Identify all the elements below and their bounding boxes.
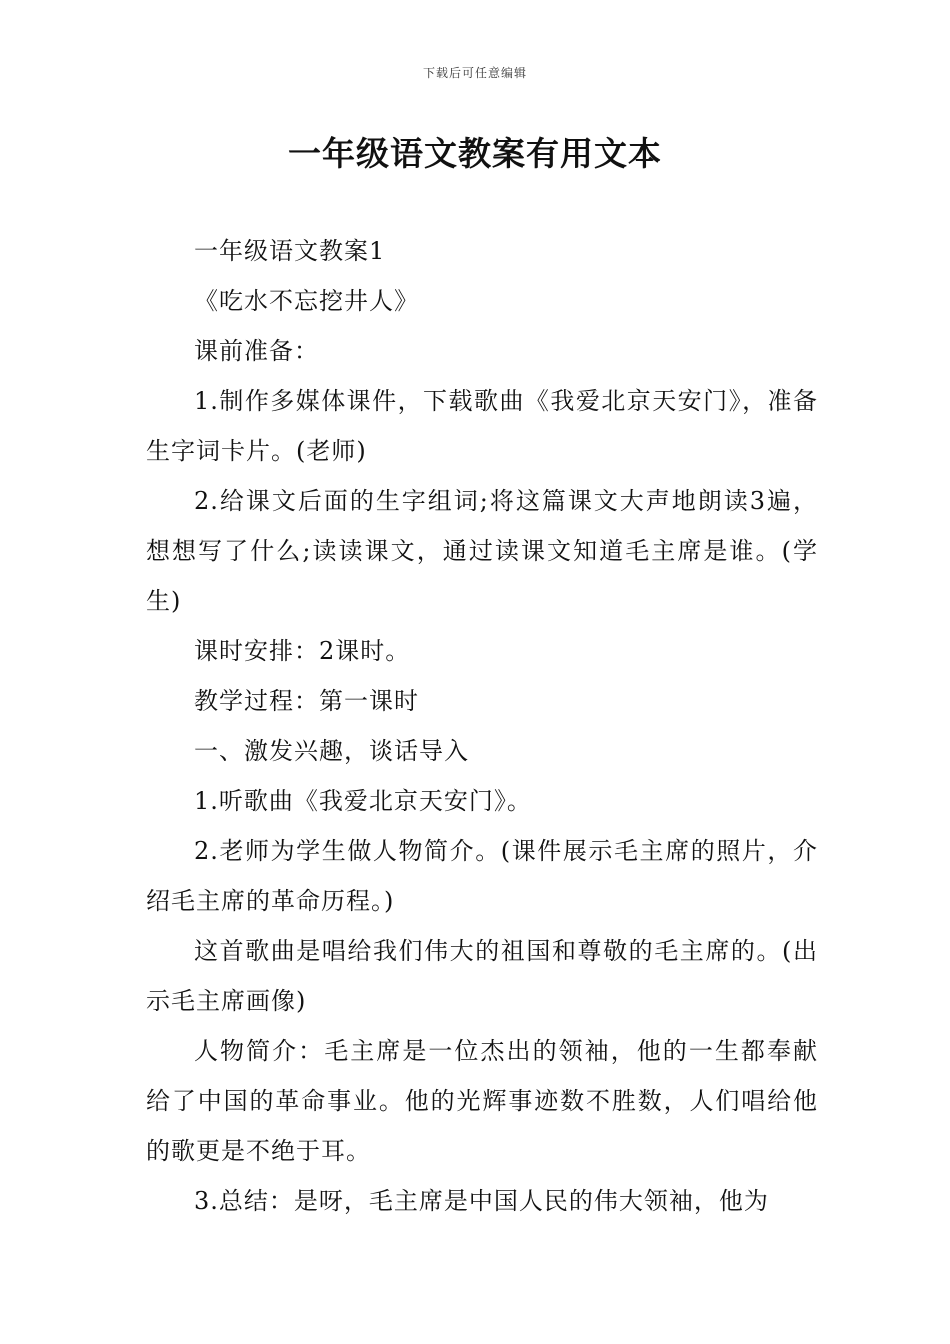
paragraph: 人物简介：毛主席是一位杰出的领袖，他的一生都奉献给了中国的革命事业。他的光辉事迹数不胜数，人们唱给他的歌更是不绝于耳。 bbox=[146, 1037, 818, 1165]
header-note: 下载后可任意编辑 bbox=[422, 66, 527, 80]
paragraph: 一、激发兴趣，谈话导入 bbox=[194, 737, 469, 765]
paragraph: 《吃水不忘挖井人》 bbox=[194, 287, 419, 315]
paragraph: 一年级语文教案1 bbox=[194, 237, 386, 265]
paragraph: 课前准备： bbox=[194, 337, 319, 365]
paragraph: 1.制作多媒体课件，下载歌曲《我爱北京天安门》，准备生字词卡片。(老师) bbox=[146, 387, 818, 465]
paragraph: 3.总结：是呀，毛主席是中国人民的伟大领袖，他为 bbox=[194, 1187, 769, 1215]
paragraph: 课时安排：2课时。 bbox=[194, 637, 411, 665]
document-body bbox=[146, 226, 818, 1226]
paragraph: 这首歌曲是唱给我们伟大的祖国和尊敬的毛主席的。(出示毛主席画像) bbox=[146, 937, 818, 1015]
paragraph: 2.给课文后面的生字组词;将这篇课文大声地朗读3遍，想想写了什么;读读课文，通过读课文知道毛主席是谁。(学生) bbox=[146, 487, 818, 615]
document-title: 一年级语文教案有用文本 bbox=[288, 134, 662, 173]
paragraph: 教学过程：第一课时 bbox=[194, 687, 419, 715]
paragraph: 1.听歌曲《我爱北京天安门》。 bbox=[194, 787, 532, 815]
paragraph: 2.老师为学生做人物简介。(课件展示毛主席的照片，介绍毛主席的革命历程。) bbox=[146, 837, 818, 915]
